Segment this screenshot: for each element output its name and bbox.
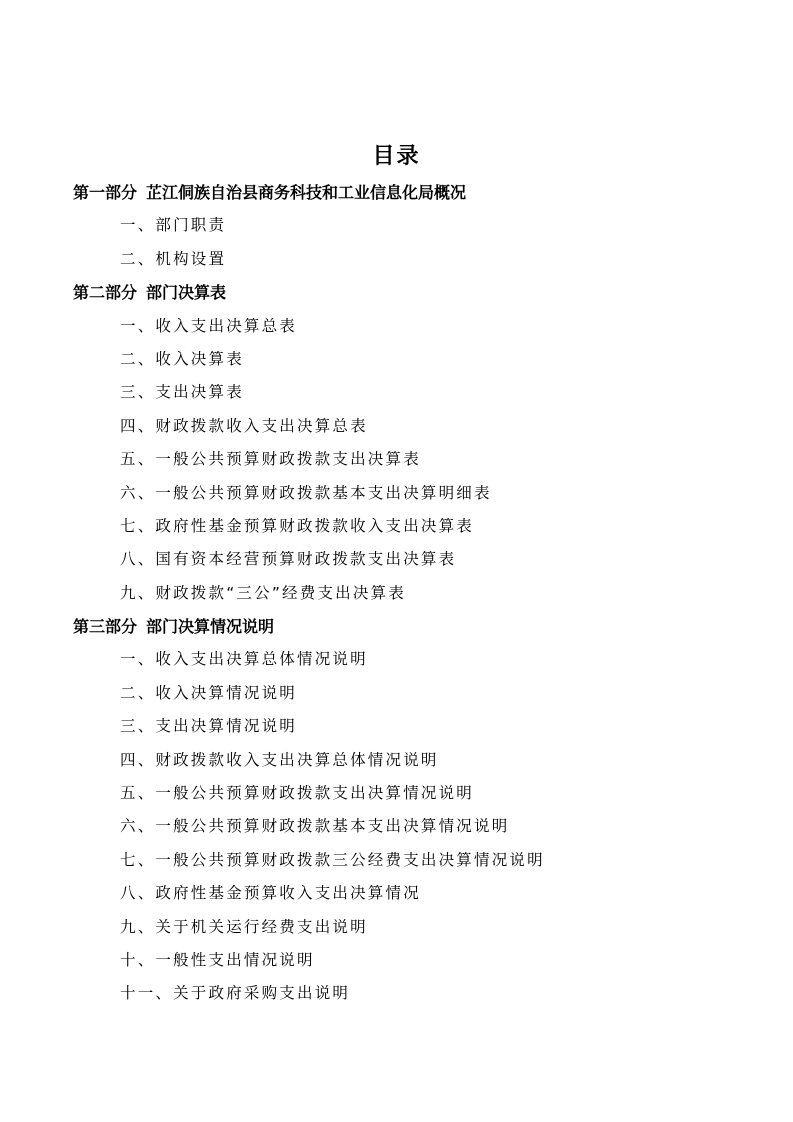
toc-item: 三、支出决算表: [120, 383, 244, 402]
toc-item: 六、一般公共预算财政拨款基本支出决算明细表: [120, 483, 492, 502]
toc-item: 七、政府性基金预算财政拨款收入支出决算表: [120, 516, 475, 535]
toc-item: 九、关于机关运行经费支出说明: [120, 917, 368, 936]
toc-item: 八、政府性基金预算收入支出决算情况: [120, 884, 421, 903]
toc-item: 一、收入支出决算总体情况说明: [120, 650, 368, 669]
toc-part-heading: [0, 610, 793, 643]
table-of-contents: [0, 176, 793, 1011]
toc-item: 四、财政拨款收入支出决算总体情况说明: [120, 750, 439, 769]
toc-item: 六、一般公共预算财政拨款基本支出决算情况说明: [120, 817, 510, 836]
toc-item: 七、一般公共预算财政拨款三公经费支出决算情况说明: [120, 850, 545, 869]
toc-part-title: 部门决算表: [146, 283, 227, 303]
toc-part-label: 第三部分: [73, 617, 138, 637]
toc-part-heading: [0, 276, 793, 309]
toc-part-title: 芷江侗族自治县商务科技和工业信息化局概况: [146, 183, 467, 202]
toc-part-heading: [0, 176, 793, 209]
toc-item: 一、收入支出决算总表: [120, 316, 298, 335]
toc-item: 五、一般公共预算财政拨款支出决算情况说明: [120, 784, 475, 803]
toc-part-title: 部门决算情况说明: [146, 617, 275, 637]
toc-item: 四、财政拨款收入支出决算总表: [120, 416, 368, 435]
toc-item: 五、一般公共预算财政拨款支出决算表: [120, 450, 421, 469]
toc-item: 二、机构设置: [120, 249, 227, 268]
toc-item: 二、收入决算表: [120, 349, 244, 368]
toc-part-label: 第二部分: [73, 283, 138, 303]
toc-part-label: 第一部分: [73, 183, 138, 202]
toc-item: 十一、关于政府采购支出说明: [120, 984, 351, 1003]
toc-item: 三、支出决算情况说明: [120, 717, 298, 736]
page-title: 目录: [372, 144, 421, 169]
toc-item: 八、国有资本经营预算财政拨款支出决算表: [120, 550, 457, 569]
toc-item: 一、部门职责: [120, 216, 227, 235]
toc-item: 九、财政拨款“三公”经费支出决算表: [120, 583, 406, 602]
toc-item: 十、一般性支出情况说明: [120, 950, 315, 969]
toc-item: 二、收入决算情况说明: [120, 683, 298, 702]
